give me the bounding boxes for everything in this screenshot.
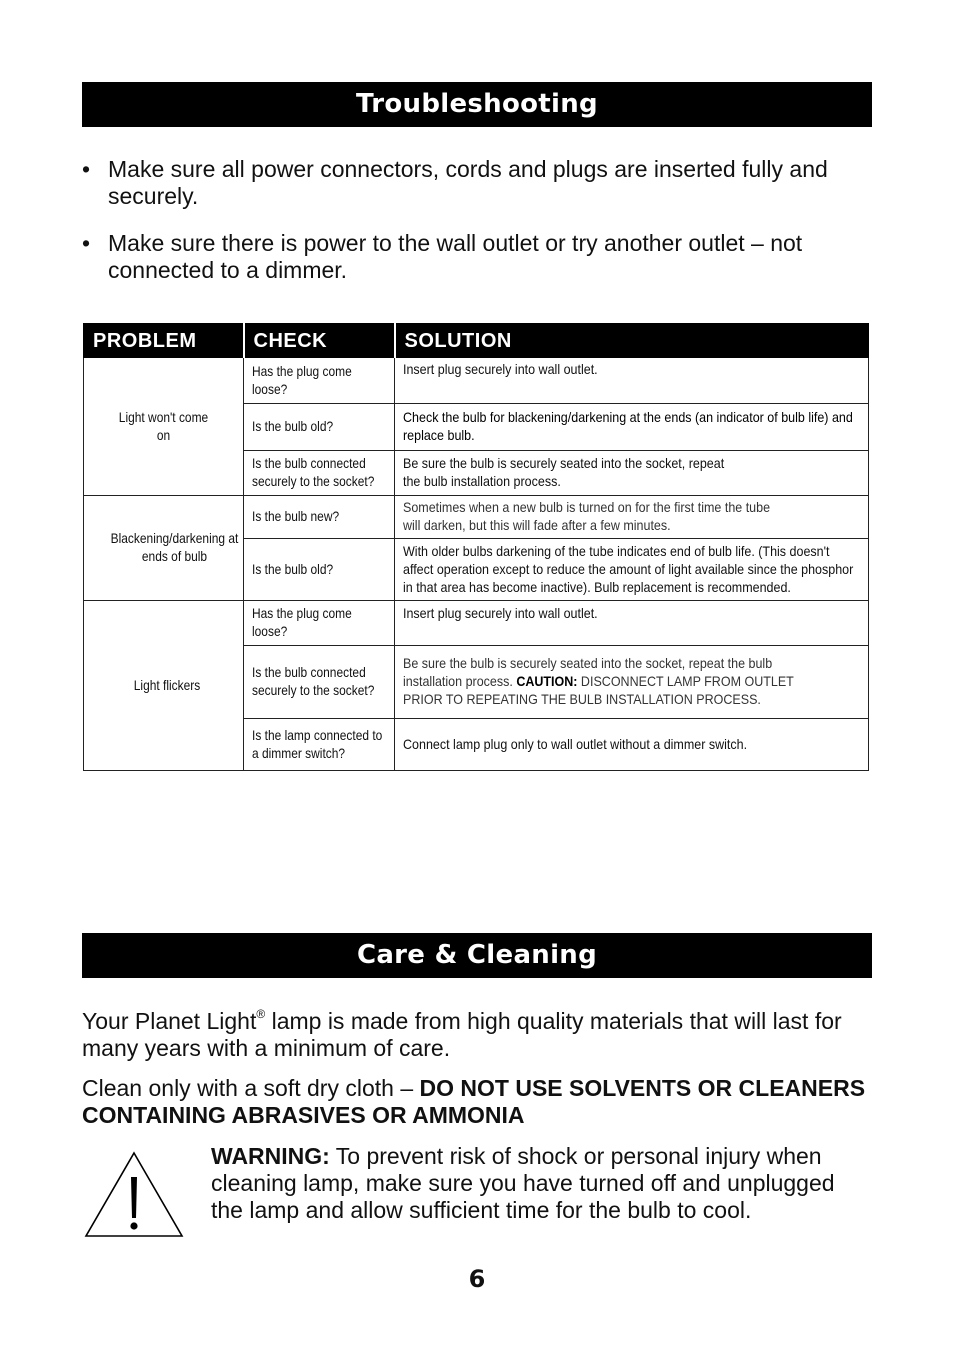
care-cleaning-heading: Care & Cleaning — [82, 933, 872, 978]
caution-label: CAUTION: — [516, 674, 578, 689]
check-cell: Has the plug come loose? — [244, 358, 395, 404]
check-cell: Is the bulb new? — [244, 496, 395, 539]
solution-cell: Insert plug securely into wall outlet. — [395, 601, 869, 646]
cleaning-instruction-paragraph — [82, 1075, 872, 1129]
solution-cell: Connect lamp plug only to wall outlet without a dimmer switch. — [395, 719, 869, 771]
table-row — [84, 496, 869, 539]
check-cell: Is the bulb connected securely to the socket? — [244, 646, 395, 719]
registered-mark: ® — [256, 1007, 266, 1021]
bullet-text: Make sure there is power to the wall outlet or try another outlet – not connected to a dimmer. — [108, 230, 803, 283]
problem-cell: Light flickers — [84, 601, 244, 771]
care-intro-paragraph — [82, 1008, 872, 1062]
troubleshooting-bullet-list — [82, 156, 882, 304]
bullet-text: Make sure all power connectors, cords and plugs are inserted fully and securely. — [108, 156, 828, 209]
table-row — [84, 358, 869, 404]
cleaning-warning-emphasis: DO NOT USE SOLVENTS OR CLEANERS CONTAINING ABRASIVES OR AMMONIA — [82, 1075, 866, 1128]
column-header-solution: SOLUTION — [395, 324, 869, 358]
page-number: 6 — [468, 1265, 486, 1293]
bullet-symbol: • — [82, 230, 91, 256]
care-intro-text-continued: lamp is made from high quality materials that will last for many years with a minimum of care. — [82, 1008, 842, 1061]
solution-cell — [395, 646, 869, 719]
check-cell: Has the plug come loose? — [244, 601, 395, 646]
solution-cell: Check the bulb for blackening/darkening at the ends (an indicator of bulb life) and replace bulb. — [395, 404, 869, 451]
solution-cell: Be sure the bulb is securely seated into the socket, repeat the bulb installation process. — [395, 451, 869, 496]
solution-cell: With older bulbs darkening of the tube indicates end of bulb life. (This doesn't affect operation except to reduce the amount of light available since the phosphor in that area has become inactive). Bulb replacement is recommended. — [395, 539, 869, 601]
warning-text: To prevent risk of shock or personal injury when cleaning lamp, make sure you have turned off and unplugged the lamp and allow sufficient time for the bulb to cool. — [211, 1143, 835, 1223]
check-cell: Is the bulb old? — [244, 404, 395, 451]
list-item — [82, 156, 882, 210]
caution-text: DISCONNECT LAMP FROM OUTLET PRIOR TO REPEATING THE BULB INSTALLATION PROCESS. — [403, 674, 794, 707]
column-header-check: CHECK — [244, 324, 395, 358]
list-item — [82, 230, 882, 284]
problem-cell: Blackening/darkening at ends of bulb — [84, 496, 244, 601]
table-header-row — [84, 324, 869, 358]
cleaning-instruction-text: Clean only with a soft dry cloth – — [82, 1075, 420, 1101]
bullet-symbol: • — [82, 156, 91, 182]
care-intro-text: Your Planet Light — [82, 1008, 257, 1034]
solution-cell: Sometimes when a new bulb is turned on for the first time the tube will darken, but this will fade after a few minutes. — [395, 496, 869, 539]
table-row — [84, 601, 869, 646]
check-cell: Is the bulb connected securely to the socket? — [244, 451, 395, 496]
solution-text: Be sure the bulb is securely seated into the socket, repeat the bulb installation process. — [403, 656, 773, 689]
troubleshooting-heading: Troubleshooting — [82, 82, 872, 127]
solution-cell: Insert plug securely into wall outlet. — [395, 358, 869, 404]
check-cell: Is the bulb old? — [244, 539, 395, 601]
check-cell: Is the lamp connected to a dimmer switch? — [244, 719, 395, 771]
troubleshooting-table — [83, 323, 869, 771]
warning-label: WARNING: — [211, 1143, 330, 1169]
warning-triangle-icon — [84, 1150, 184, 1240]
column-header-problem: PROBLEM — [84, 324, 244, 358]
warning-paragraph — [211, 1143, 861, 1224]
problem-cell: Light won't come on — [84, 358, 244, 496]
